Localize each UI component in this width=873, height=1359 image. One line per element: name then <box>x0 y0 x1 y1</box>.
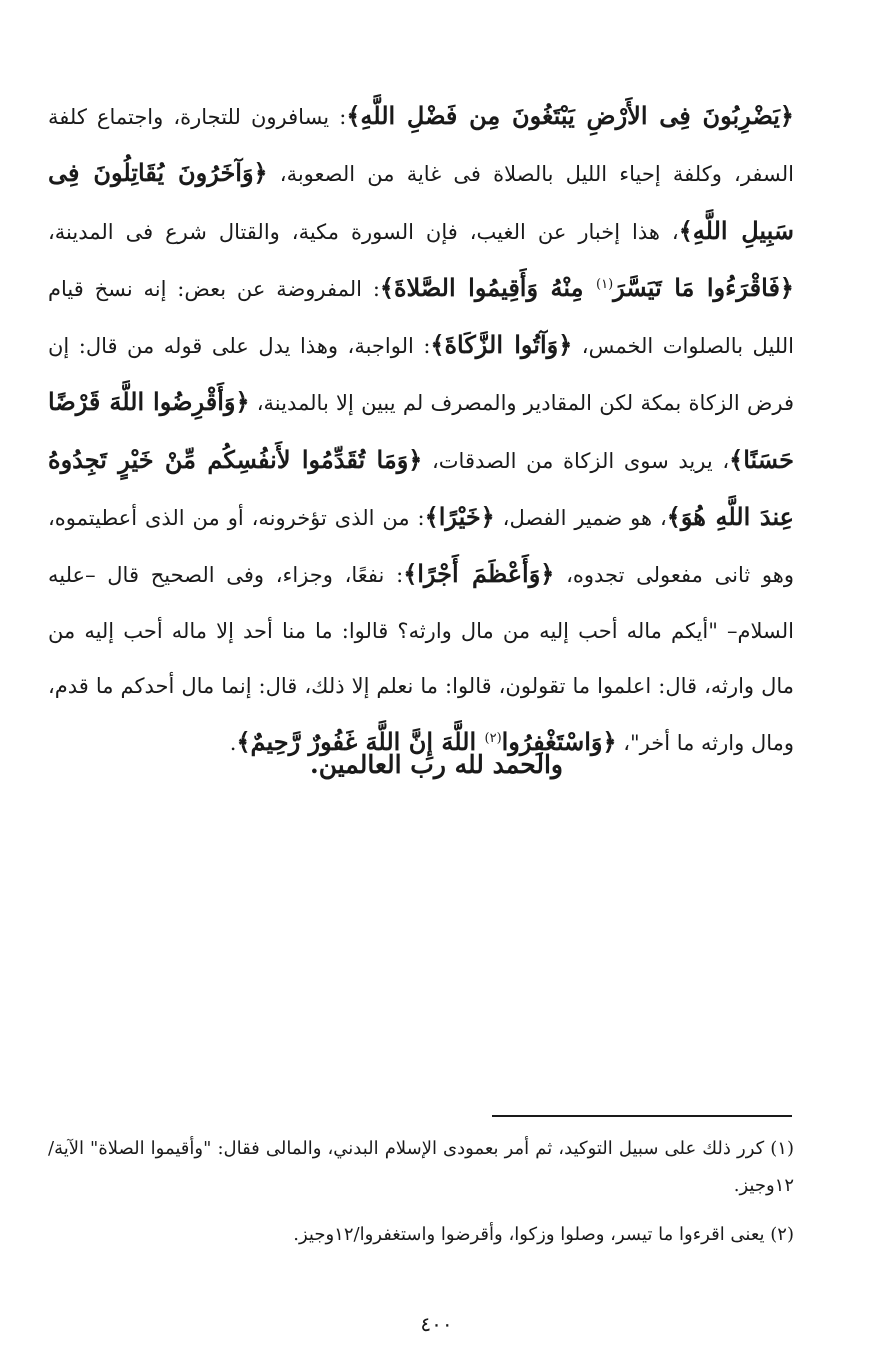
page-number: ٤٠٠ <box>420 1312 453 1336</box>
footnote-divider <box>492 1115 792 1117</box>
quran-verse: ﴿يَضْرِبُونَ فِى الأَرْضِ يَبْتَغُونَ مِن فَضْلِ اللَّهِ﴾ <box>346 101 794 130</box>
commentary-text: : الواجبة، وهذا يدل على قوله من قال: إن فرض الزكاة بمكة لكن المقادير والمصرف لم يبين إلا بالمدينة، <box>48 334 795 416</box>
main-paragraph <box>48 88 794 772</box>
commentary-text: : من الذى تؤخرونه، أو من الذى أعطيتموه، وهو ثانى مفعولى تجدوه، <box>48 506 794 588</box>
commentary-text: : يسافرون للتجارة، واجتماع كلفة السفر، وكلفة إحياء الليل بالصلاة فى غاية من الصعوبة، <box>48 105 794 187</box>
quran-verse: ﴿وَمَا تُقَدِّمُوا لأَنفُسِكُم مِّنْ خَيْرٍ تَجِدُوهُ عِندَ اللَّهِ هُوَ﴾ <box>48 444 795 532</box>
commentary-text: ، هو ضمير الفصل، <box>494 506 667 531</box>
commentary-text: ، يريد سوى الزكاة من الصدقات، <box>422 448 730 473</box>
footnote-2: (٢) يعنى اقرءوا ما تيسر، وصلوا وزكوا، وأقرضوا واستغفروا/١٢وجيز. <box>293 1224 794 1245</box>
footnotes <box>48 1130 794 1265</box>
footnote-1: (١) كرر ذلك على سبيل التوكيد، ثم أمر بعمودى الإسلام البدني، والمالى فقال: "وأقيموا الصلاة" الآية/١٢وجيز. <box>48 1138 794 1196</box>
quran-verse: ﴿وَأَقْرِضُوا اللَّهَ قَرْضًا حَسَنًا﴾ <box>48 387 794 474</box>
quran-verse: ﴿وَآخَرُونَ يُقَاتِلُونَ فِى سَبِيلِ اللَّهِ﴾ <box>48 158 795 245</box>
commentary-text: : نفعًا، وجزاء، وفى الصحيح قال –عليه السلام– "أيكم ماله أحب إليه من مال وارثه؟ قالوا: ما منا أحد إلا ماله أحب إليه من مال وارثه، قال: اعلموا ما تقولون، قالوا: ما نعلم إلا ذلك، قال: إنما مال أحدكم ما قدم، ومال وارثه ما أخر"، <box>48 563 794 756</box>
closing-line: والحمد لله رب العالمين. <box>310 750 563 779</box>
footnote-marker-2: (٢) <box>484 731 502 747</box>
commentary-text: : المفروضة عن بعض: إنه نسخ قيام الليل بالصلوات الخمس، <box>48 276 794 359</box>
quran-verse: ﴿وَأَعْظَمَ أَجْرًا﴾ <box>403 559 555 589</box>
commentary-text: ، هذا إخبار عن الغيب، فإن السورة مكية، والقتال شرع فى المدينة، <box>48 219 679 244</box>
quran-verse: ﴿خَيْرًا﴾ <box>424 502 495 532</box>
quran-verse: ﴿فَاقْرَءُوا مَا تَيَسَّرَ <box>613 272 794 302</box>
quran-verse: اللَّهَ إِنَّ اللَّهَ غَفُورٌ رَّحِيمٌ﴾ <box>236 727 485 757</box>
footnote-marker-1: (١) <box>596 276 614 292</box>
commentary-text: . <box>229 731 237 756</box>
quran-verse: مِنْهُ وَأَقِيمُوا الصَّلاةَ﴾ <box>379 272 597 302</box>
quran-verse: ﴿وَآتُوا الزَّكَاةَ﴾ <box>430 330 573 360</box>
quran-verse: ﴿وَاسْتَغْفِرُوا <box>501 727 617 757</box>
